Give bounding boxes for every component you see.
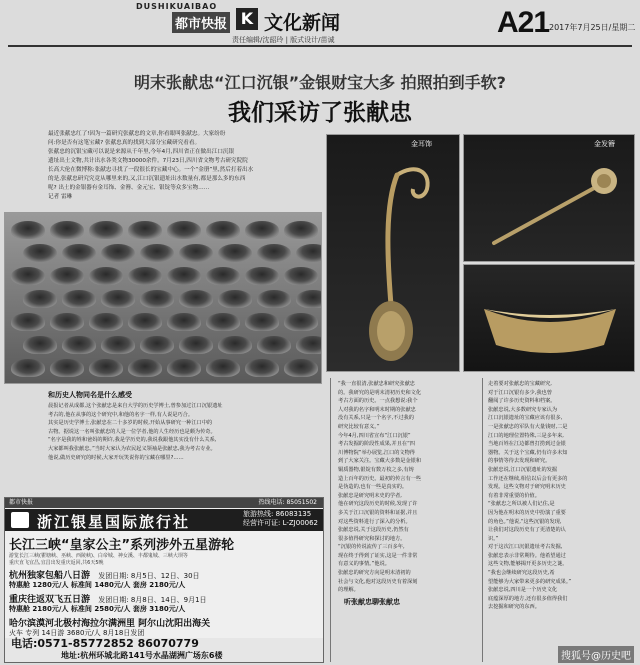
body-line: 人对我的名字和明末时期的张献忠 — [338, 406, 416, 413]
silver-ingot — [23, 336, 57, 354]
ad-brand-hotline-line: 旅游热线: 86083135 — [243, 510, 312, 518]
section2-body — [48, 402, 320, 490]
silver-ingot — [50, 221, 84, 239]
silver-ingot — [89, 359, 123, 377]
silver-ingot — [23, 290, 57, 308]
travel-agency-ad — [4, 497, 324, 663]
section3-title: 听张献忠聊张献忠 — [344, 598, 400, 606]
silver-ingots-photo — [4, 212, 322, 384]
page-number: A21 — [497, 6, 550, 39]
silver-ingot — [128, 267, 162, 285]
ad-line3-title: 哈尔滨漠河北极村海拉尔满洲里 阿尔山沈阳出海关 — [9, 619, 211, 629]
body-line: 社会与文化,他对这段历史有着深刻 — [338, 578, 418, 585]
ad-line1-title: 杭州独家包船八日游 — [9, 571, 91, 581]
silver-ingot — [167, 221, 201, 239]
ad-top-bar — [5, 498, 323, 508]
silver-ingot — [128, 313, 162, 331]
body-line: 的事情等待去发现和研究。 — [488, 458, 551, 465]
ad-title: 长江三峡“皇家公主”系列涉外五星游轮 — [9, 538, 235, 553]
silver-ingot — [218, 336, 252, 354]
agency-logo-icon — [11, 512, 29, 528]
silver-ingot — [284, 313, 318, 331]
body-line: 江口的地理位置特殊,三是多年来, — [488, 432, 564, 439]
silver-ingot — [257, 336, 291, 354]
body-line: 的。我研究的是明末清初历史和文化 — [338, 389, 422, 396]
body-line: 今年4月,四川省宣布“江口沉银” — [338, 432, 411, 439]
article-lead — [48, 130, 323, 210]
ad-top-hotline: 热线电话: 85051502 — [258, 499, 317, 506]
gold-ingot-photo — [463, 264, 635, 372]
column-divider — [482, 378, 483, 662]
lead-line: 张献忠的沉银宝藏可以说是来源从千年里,今年4月,四川省正在做出江口沉银 — [48, 149, 235, 155]
body-line: 古物。据说这一名叫张献忠的人是一位学者,他的人生经历也是颇为传奇。 — [48, 428, 216, 435]
body-line: 现在终于得到了证实,这是一件非常 — [338, 552, 418, 559]
earring-photo-label: 金耳饰 — [411, 140, 432, 148]
gold-hairpin-photo — [463, 134, 635, 262]
silver-ingot — [257, 244, 291, 262]
body-line: 考古发掘的阶段性成果,并且在“四 — [338, 441, 415, 448]
body-line: 识。” — [488, 535, 499, 542]
body-line: 因为他在明末的历史中扮演了重要 — [488, 509, 566, 516]
masthead-paper-name: 都市快报 — [172, 12, 230, 33]
body-line: 多关于江口沉银的资料和证据,并且 — [338, 509, 418, 516]
silver-ingot — [257, 290, 291, 308]
silver-ingot — [296, 290, 322, 308]
body-line: “沉银的传说流传了三百多年, — [338, 544, 405, 551]
silver-ingot — [284, 221, 318, 239]
silver-ingot — [11, 313, 45, 331]
lead-line: 问:你是否有这笔宝藏? 张献忠真的找到大部分宝藏研究看看。 — [48, 140, 201, 146]
silver-ingot — [167, 267, 201, 285]
body-line: 张献忠是研究明末史的学者, — [338, 492, 402, 499]
silver-ingot — [62, 336, 96, 354]
lead-line: 遗址出土文物,共计出水各类文物30000余件。7月23日,四川省文物考古研究院院 — [48, 158, 248, 164]
ad-route-line: 重庆直飞宜昌,宜昌出发重庆返回,共6天5晚 — [9, 560, 104, 566]
silver-ingot — [128, 221, 162, 239]
body-line: 张献忠说,关于这段历史,仍然有 — [338, 527, 409, 534]
gold-hairpin-image — [464, 135, 635, 262]
body-line: 去挖掘和研究的东西。 — [488, 604, 540, 611]
body-line: 没有关系,只是一个名字,不过我的 — [338, 415, 414, 422]
column-divider — [330, 378, 331, 662]
body-line: 的理解。 — [338, 587, 359, 594]
body-line: 是伪造的,也有一些是真实的。 — [338, 484, 408, 491]
body-line: 望能够为大家带来更多的研究成果。” — [488, 578, 572, 585]
body-line: 工作还在继续,相信以后会有更多的 — [488, 475, 568, 482]
ad-brand-license-line: 经营许可证: L-ZJ00062 — [243, 519, 319, 527]
ad-brand-name: 浙江银星国际旅行社 — [37, 513, 191, 531]
body-line: 考古的,他在从事的这个研究中,和他的名字一样,有人说是巧合。 — [48, 411, 194, 418]
ad-route-line: 游览长江三峡(瞿塘峡、巫峡、西陵峡)、白帝城、神女溪、丰都鬼城、三峡大坝等 — [9, 553, 188, 559]
silver-ingot — [245, 221, 279, 239]
body-line: 有意义的事情。”他说。 — [338, 561, 390, 568]
silver-ingot — [101, 336, 135, 354]
silver-ingot — [296, 336, 322, 354]
ad-line2-title: 重庆往返双飞五日游 — [9, 595, 91, 605]
body-line: 一是张献忠的军队有大量钱财,二是 — [488, 423, 568, 430]
body-line: 张献忠说,四川是一个历史文化 — [488, 587, 558, 594]
body-line: 走着要对张献忠的宝藏研究, — [488, 381, 552, 387]
silver-ingot — [218, 244, 252, 262]
body-line: 张献忠的研究方向是明末清初的 — [338, 570, 411, 577]
body-line: 造上百年的历史。最初的传言有一些 — [338, 475, 422, 482]
lead-line: 长高大伦在微博称:张献忠寻找了一段很长的宝藏中心。一个“金册”里,然后打着出水 — [48, 167, 254, 173]
body-line: 张献忠表示非常期待。他希望通过 — [488, 552, 566, 559]
silver-ingot — [167, 313, 201, 331]
silver-ingot — [89, 313, 123, 331]
lead-line: 记者 雷琳 — [48, 194, 73, 200]
lead-line: 的是,张献忠研究究竟从哪里来的,又,江口沉银遗址出水数量有,都是那么多的东西 — [48, 176, 246, 182]
body-line: 研究比较有意义。” — [338, 423, 380, 430]
silver-ingot — [296, 244, 322, 262]
silver-ingot — [89, 221, 123, 239]
silver-ingot — [206, 221, 240, 239]
silver-ingot — [89, 267, 123, 285]
body-line: 有着非常重要的价值。 — [488, 492, 540, 499]
silver-ingot — [62, 290, 96, 308]
silver-ingot — [62, 244, 96, 262]
silver-ingot — [284, 267, 318, 285]
body-line: 张献忠说,江口沉银遗址的发掘 — [488, 466, 558, 473]
watermark: 搜狐号@历史吧 — [558, 646, 634, 663]
masthead-rule — [8, 45, 632, 47]
issue-date: 2017年7月25日/星期二 — [549, 23, 636, 32]
body-line: 张献忠说,大多数研究专家认为 — [488, 406, 558, 413]
body-line: 器物。关于这个宝藏,仍有许多未知 — [488, 449, 568, 456]
body-line: 对这些资料进行了深入的分析。 — [338, 518, 411, 525]
body-line: 翻阅了许多历史资料和档案。 — [488, 398, 556, 405]
middle-column-body — [338, 380, 476, 594]
lead-line: 最近张献忠红了!因为一篇研究张献忠的文章,你看眼叫张献忠。大家纷纷 — [48, 131, 226, 137]
body-line: “张献忠之所以被人们记住,是 — [488, 501, 555, 508]
ad-line1-dates: 发团日期: 8月5日、12日、30日 — [98, 572, 200, 580]
gold-earring-photo — [326, 134, 460, 372]
silver-ingot — [179, 244, 213, 262]
ad-line1-price: 特惠舱 1280元/人 标准间 1480元/人 套房 2180元/人 — [9, 581, 186, 589]
body-line: 这些文物,能够揭开更多历史之谜。 — [488, 561, 568, 568]
body-line: 川博物院”举办展览,江口的文物得 — [338, 449, 415, 456]
silver-ingot — [140, 290, 174, 308]
body-line: 让我们对这段历史有了更清楚的认 — [488, 527, 566, 534]
silver-ingot — [101, 290, 135, 308]
silver-ingot — [128, 359, 162, 377]
silver-ingot — [206, 313, 240, 331]
lead-line: 呢? 出土的金银器有金耳饰、金簪、金元宝、银锭等众多宝物…… — [48, 185, 210, 191]
silver-ingot — [284, 359, 318, 377]
body-line: 到了大家关注。宝藏大多数是金银和 — [338, 458, 422, 465]
body-line: 大家都叫我张献忠。”当时大家认为农民起义领袖是张献忠,我为考古专业。 — [48, 445, 216, 452]
article-kicker: 明末张献忠“江口沉银”金银财宝大多 拍照拍到手软? — [134, 73, 506, 92]
silver-ingot — [218, 290, 252, 308]
section-title: 文化新闻 — [264, 12, 341, 34]
silver-ingot — [245, 313, 279, 331]
masthead — [0, 0, 640, 46]
silver-ingot — [11, 359, 45, 377]
silver-ingot — [245, 267, 279, 285]
body-line: 对于这次江口沉银遗址考古发掘, — [488, 544, 563, 551]
silver-ingot — [101, 244, 135, 262]
ad-footer — [5, 638, 323, 662]
silver-ingot — [140, 336, 174, 354]
body-line: 对于江口沉银有多少,我也曾 — [488, 389, 552, 396]
ad-line3-price: 火车 专列 14日游 3680元/人 8月18日发团 — [9, 629, 145, 637]
silver-ingot — [245, 359, 279, 377]
body-line: 的角色。”他说,“这些沉银的发现, — [488, 518, 562, 525]
ad-top-label: 都市快报 — [9, 499, 34, 506]
silver-ingot — [50, 359, 84, 377]
silver-ingot — [50, 267, 84, 285]
silver-ingot — [179, 336, 213, 354]
body-line: 其实是历史学博士,张献忠在二十多岁的时候,开始从事研究一种江口中的 — [48, 420, 213, 427]
section2-title: 和历史人物同名是什么感受 — [48, 391, 132, 399]
silver-ingot — [23, 244, 57, 262]
body-line: 江口沉银遗址的宝藏应该有很多, — [488, 415, 563, 422]
body-line: 考古方面的历史。一点我想说:我个 — [338, 398, 418, 405]
hairpin-photo-label: 金发簪 — [594, 140, 615, 148]
ad-line2-price: 特惠舱 2180元/人 标准间 2580元/人 套房 3180元/人 — [9, 605, 186, 613]
silver-ingot — [140, 244, 174, 262]
masthead-pinyin: DUSHIKUAIBAO — [136, 2, 218, 11]
body-line: “我也会继续研究这段历史,希 — [488, 570, 555, 577]
body-line: 晨报记者从成都,这个张献忠是来自大学的历史学博士,曾参加过江口沉银遗址 — [48, 403, 223, 409]
body-line: 他说,做历史研究的时候,大家开玩笑说你的宝藏在哪里?…… — [48, 454, 184, 461]
silver-ingot — [206, 359, 240, 377]
body-line: 他在研究这段历史的时候,发现了许 — [338, 501, 418, 508]
editor-credits: 责任编辑/沈韶玲 | 版式设计/苗诚 — [232, 36, 335, 44]
body-line: 很多值得研究和探讨的地方。 — [338, 535, 406, 542]
masthead-logo: K — [236, 8, 258, 30]
article-headline: 我们采访了张献忠 — [228, 99, 412, 126]
silver-ingot — [50, 313, 84, 331]
ad-phone: 电话:0571-85772852 86070779 — [11, 637, 199, 650]
ad-address: 地址:杭州环城北路141号水晶湖洲广场东6楼 — [61, 651, 223, 660]
silver-ingot — [179, 290, 213, 308]
gold-ingot-image — [464, 265, 635, 372]
body-line: 底蕴深厚的地方,还有很多值得我们 — [488, 595, 568, 602]
body-line: 铜质器物,银锭有数万枚之多,有铸 — [338, 466, 414, 473]
ad-brand-hotline — [243, 510, 318, 528]
silver-ingot — [11, 267, 45, 285]
ad-line2-dates: 发团日期: 8月8日、14日、9月1日 — [98, 596, 207, 604]
body-line: 当地百姓在江边都曾打捞到过金银 — [488, 441, 566, 448]
body-line: “我一直很清,张献忠和研究张献忠 — [338, 381, 415, 387]
silver-ingot — [11, 221, 45, 239]
right-column-body — [488, 380, 634, 640]
silver-ingot — [167, 359, 201, 377]
body-line: 发现。这些文物对于研究明末历史 — [488, 484, 566, 491]
gold-earring-image — [327, 135, 460, 372]
body-line: “名字是我的姓和爸妈的期许,我是学历史的,我说我跟他其实没有什么关系, — [48, 437, 217, 444]
silver-ingot — [206, 267, 240, 285]
